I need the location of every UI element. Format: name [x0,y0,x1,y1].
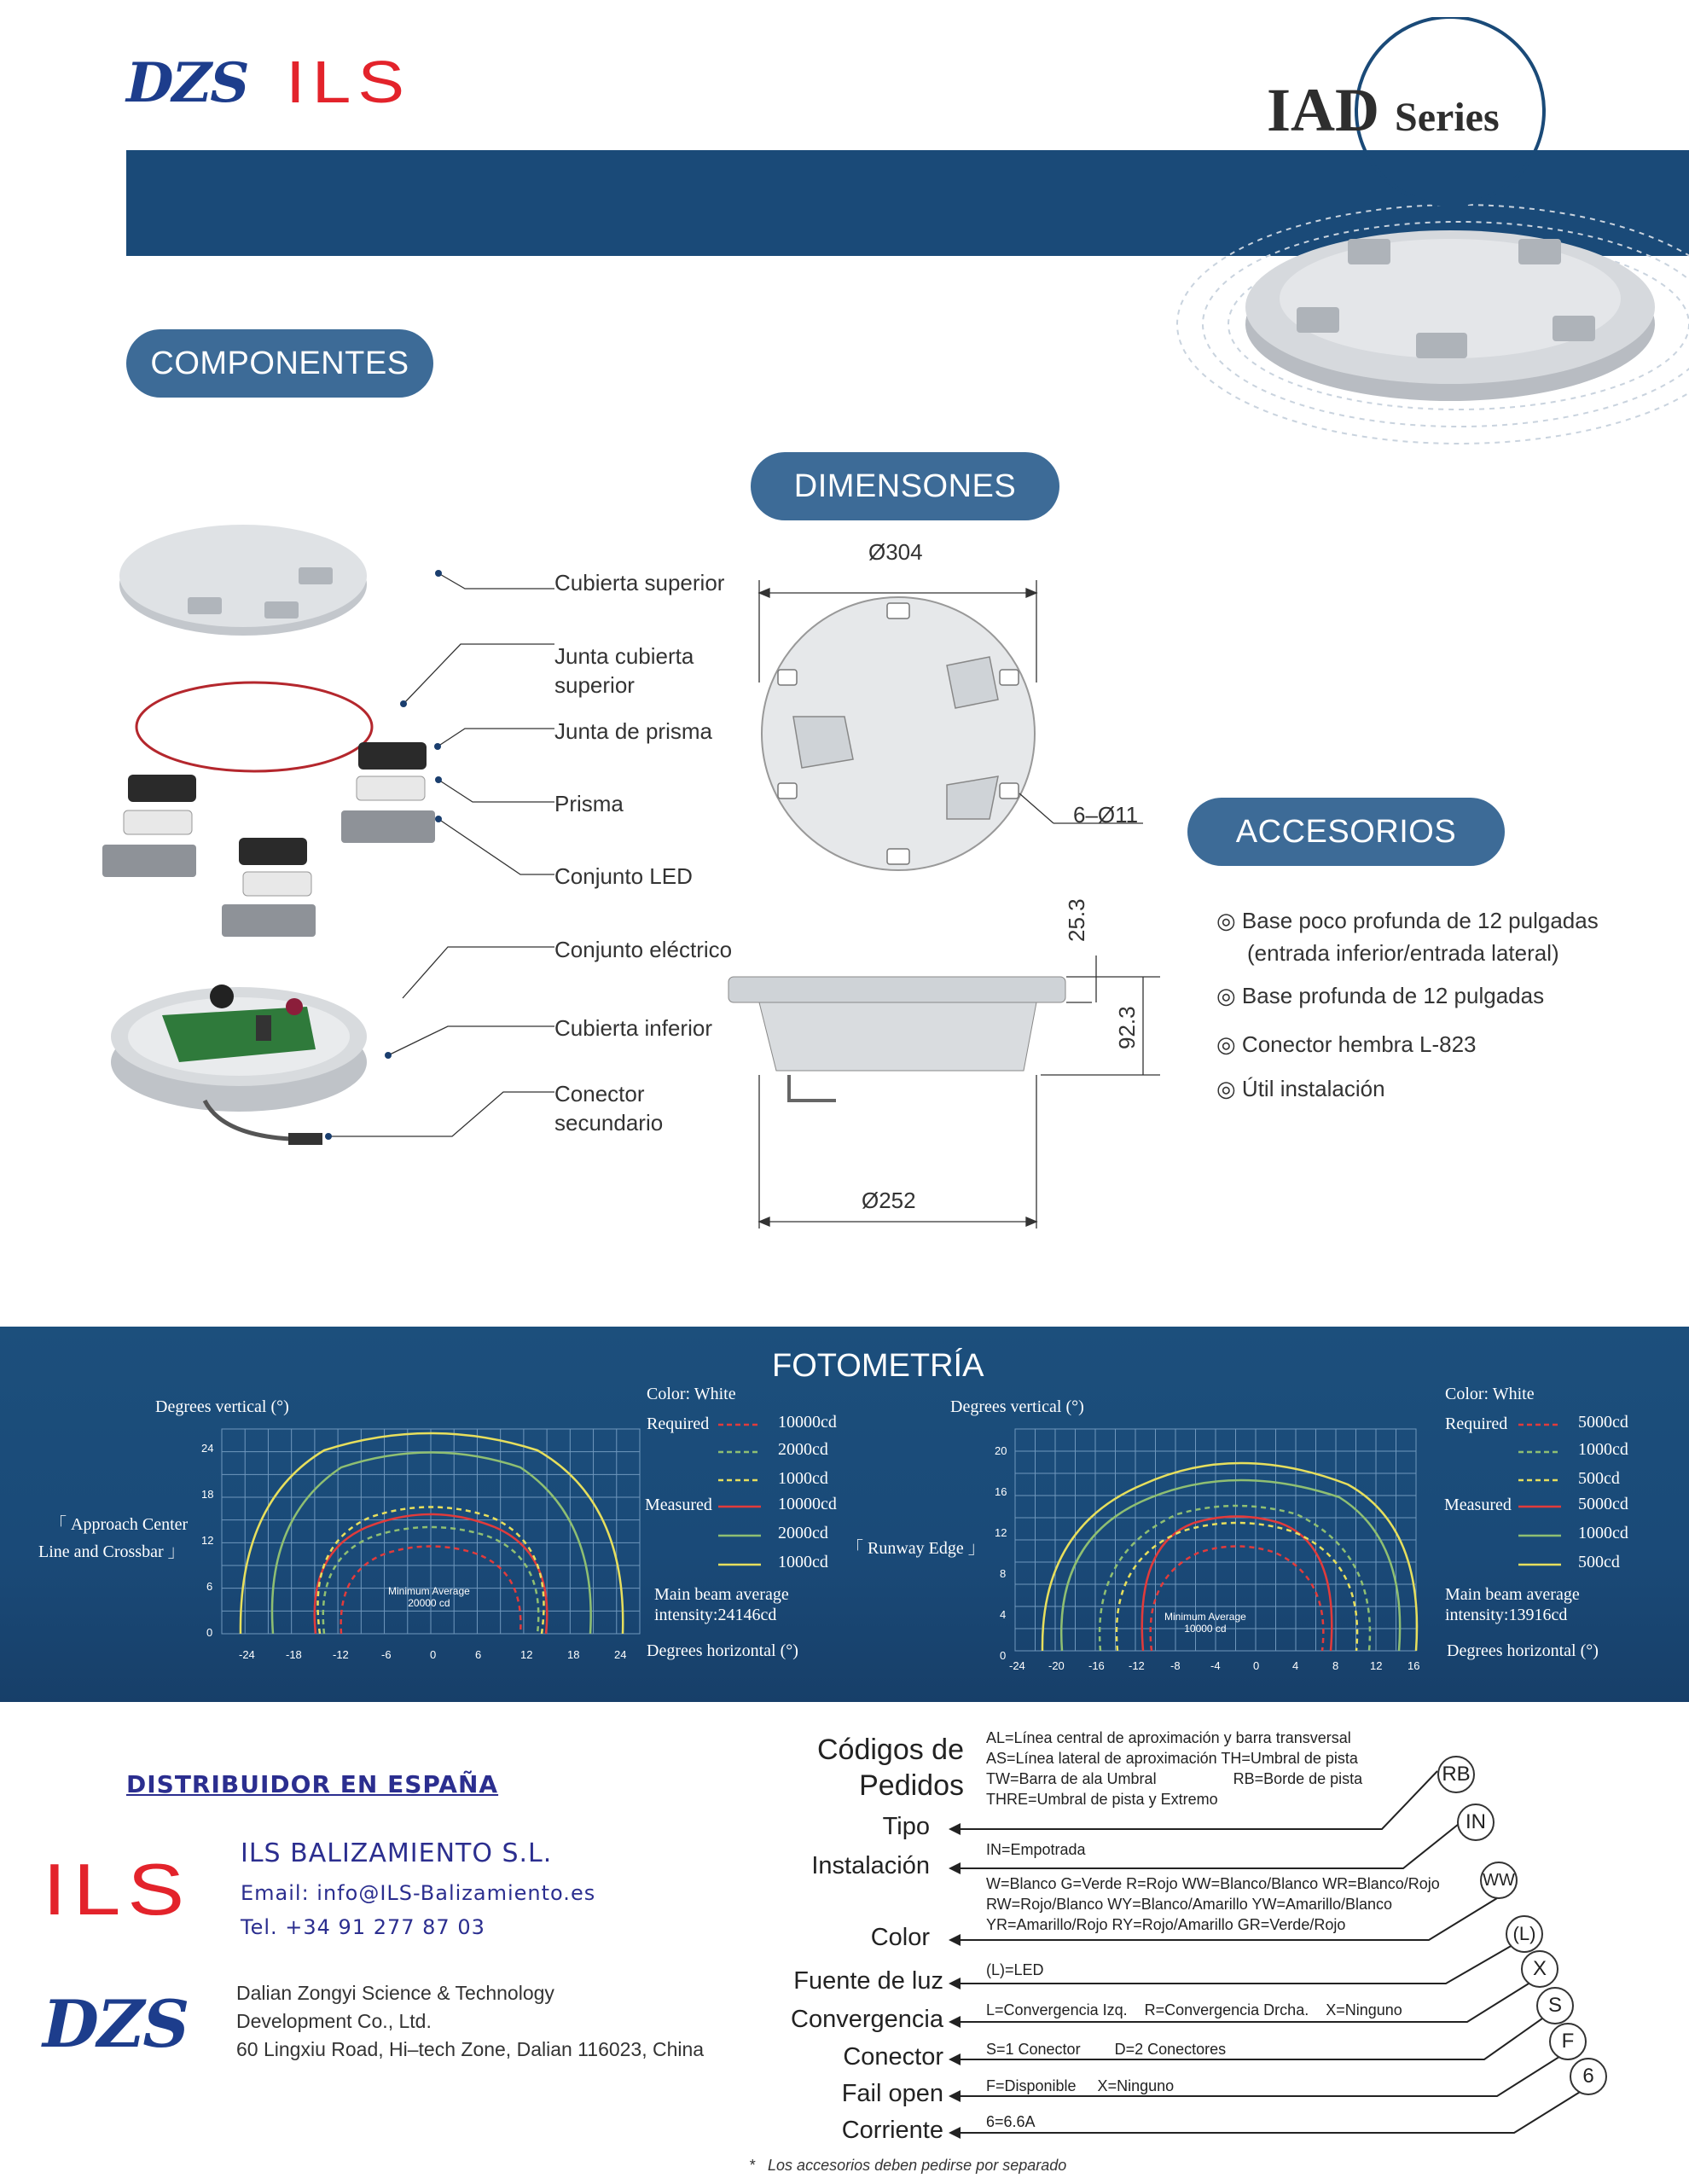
accessory-item [1216,979,1660,1012]
right-legend-label: 5000cd [1578,1495,1628,1513]
accessory-item [1216,1072,1660,1105]
bullet-icon: ◎ [1216,1031,1236,1057]
order-label-conector: Conector [843,2043,943,2071]
bullet-icon: ◎ [1216,908,1236,933]
right-y-ticks [995,1444,1012,1666]
code-circle-f: F [1549,2023,1587,2060]
x-tick: -4 [1210,1659,1221,1672]
desc-line: THRE=Umbral de pista y Extremo [986,1791,1218,1808]
right-color: Color: White [1445,1385,1535,1403]
ordering-leader-lines [930,1757,1621,2158]
conector-description: S=1 Conector D=2 Conectores [986,2041,1227,2058]
dim-top-diameter: Ø304 [868,539,923,565]
accessory-text-line2: (entrada inferior/entrada lateral) [1247,940,1559,966]
right-legend-label: 1000cd [1578,1440,1628,1459]
y-tick: 0 [206,1626,213,1639]
min-avg-value: 20000 cd [408,1597,450,1609]
fuente-description: (L)=LED [986,1961,1044,1978]
x-tick: -20 [1048,1659,1065,1672]
y-tick: 8 [1000,1567,1007,1580]
code-circle-ww: WW [1480,1862,1518,1899]
left-required: Required [647,1414,710,1433]
accessory-text: Útil instalación [1241,1076,1385,1101]
right-measured: Measured [1444,1496,1512,1514]
desc-line: TW=Barra de ala Umbral RB=Borde de pista [986,1770,1363,1787]
distributor-title: DISTRIBUIDOR EN ESPAÑA [126,1770,499,1798]
right-legend-swatches [1518,1416,1570,1570]
left-y-title: Degrees vertical (°) [155,1397,289,1416]
code-circle-in: IN [1457,1804,1495,1841]
right-main-beam-2: intensity:13916cd [1445,1606,1568,1624]
failopen-description: F=Disponible X=Ninguno [986,2077,1175,2094]
color-description [986,1873,1440,1935]
right-x-ticks [1009,1659,1419,1676]
x-tick: 4 [1292,1659,1299,1672]
note-star: * [749,2157,756,2174]
order-label-color: Color [870,1924,930,1951]
right-x-title: Degrees horizontal (°) [1447,1641,1599,1660]
series-big: IAD [1267,76,1380,144]
code-circle-s: S [1536,1987,1574,2024]
x-tick: -12 [333,1648,349,1661]
accessory-item [1216,1028,1660,1060]
right-legend-label: 500cd [1578,1469,1620,1488]
x-tick: 16 [1408,1659,1420,1672]
left-x-title: Degrees horizontal (°) [647,1641,798,1660]
min-avg-label: Minimum Average [1164,1611,1246,1623]
order-label-fuente: Fuente de luz [793,1967,943,1995]
x-tick: -16 [1088,1659,1105,1672]
component-label-4: Prisma [554,791,624,816]
x-tick: 6 [475,1648,482,1661]
left-measured: Measured [645,1496,712,1514]
dim-height-top: 25.3 [1064,898,1089,942]
left-y-ticks [201,1442,218,1655]
x-tick: 0 [1253,1659,1260,1672]
left-side-label-1: 「 Approach Center [49,1515,189,1534]
accessory-text: Conector hembra L-823 [1241,1031,1477,1057]
dzs-address [236,1979,704,2064]
component-label-5: Conjunto LED [554,863,693,889]
series-title [1267,75,1500,146]
x-tick: -18 [286,1648,302,1661]
component-leader-lines [316,546,563,1143]
dzs-logo: DZS [126,51,248,115]
desc-line: AL=Línea central de aproximación y barra transversal [986,1729,1351,1746]
x-tick: 24 [614,1648,627,1661]
left-legend-label: 1000cd [778,1553,828,1571]
x-tick: 0 [430,1648,437,1661]
convergencia-description: L=Convergencia Izq. R=Convergencia Drcha. X=Ninguno [986,2001,1402,2018]
x-tick: 8 [1332,1659,1339,1672]
right-side-label: 「 Runway Edge 」 [846,1539,985,1558]
left-main-beam-2: intensity:24146cd [654,1606,777,1624]
right-legend-label: 5000cd [1578,1413,1628,1432]
code-circle-6: 6 [1570,2058,1607,2095]
min-avg-value: 10000 cd [1184,1623,1227,1635]
distributor-company: ILS BALIZAMIENTO S.L. [241,1838,553,1868]
accessory-item [1216,904,1660,969]
series-small: Series [1395,95,1500,140]
x-tick: -24 [239,1648,255,1661]
left-photometry-chart [196,1425,657,1672]
dimension-drawing [717,563,1160,1237]
desc-line: W=Blanco G=Verde R=Rojo WW=Blanco/Blanco WR=Blanco/Rojo [986,1875,1440,1892]
y-tick: 18 [201,1488,214,1501]
x-tick: -6 [381,1648,392,1661]
accesorios-heading: ACCESORIOS [1187,798,1505,866]
x-tick: 12 [1370,1659,1383,1672]
right-legend-label: 500cd [1578,1553,1620,1571]
instalacion-description: IN=Empotrada [986,1841,1086,1858]
component-label-1: Cubierta superior [554,570,725,595]
min-avg-label: Minimum Average [388,1585,470,1597]
y-tick: 12 [995,1526,1007,1539]
accessory-text: Base poco profunda de 12 pulgadas [1241,908,1599,933]
x-tick: -12 [1129,1659,1145,1672]
left-legend-swatches [718,1416,769,1570]
left-side-label-2: Line and Crossbar 」 [38,1542,185,1561]
left-legend-label: 1000cd [778,1469,828,1488]
left-main-beam-1: Main beam average [654,1585,789,1604]
accessory-text: Base profunda de 12 pulgadas [1241,983,1545,1008]
dzs-logo-bottom: DZS [43,1986,189,2062]
y-tick: 6 [206,1580,213,1593]
desc-line: RW=Rojo/Blanco WY=Blanco/Amarillo YW=Amarillo/Blanco [986,1896,1393,1913]
photometry-title: FOTOMETRÍA [772,1348,984,1384]
code-circle-rb: RB [1437,1756,1475,1793]
x-tick: -24 [1009,1659,1025,1672]
bullet-icon: ◎ [1216,1076,1236,1101]
x-tick: 18 [567,1648,580,1661]
right-main-beam-1: Main beam average [1445,1585,1580,1604]
left-x-ticks [239,1648,640,1665]
desc-line: AS=Línea lateral de aproximación TH=Umbral de pista [986,1750,1358,1767]
note-text: Los accesorios deben pedirse por separado [768,2157,1067,2174]
code-circle-x: X [1521,1950,1558,1988]
left-legend-label: 2000cd [778,1440,828,1459]
ils-logo: ILS [286,49,412,116]
right-photometry-chart [990,1425,1433,1672]
order-label-failopen: Fail open [841,2080,943,2107]
dimensiones-heading: DIMENSONES [751,452,1059,520]
ils-logo-bottom: ILS [43,1849,192,1931]
y-tick: 24 [201,1442,214,1455]
order-label-convergencia: Convergencia [791,2006,943,2033]
dzs-name-line-1: Dalian Zongyi Science & Technology [236,1982,554,2004]
order-label-tipo: Tipo [882,1813,930,1840]
component-label-6: Conjunto eléctrico [554,937,733,962]
dzs-address-line: 60 Lingxiu Road, Hi–tech Zone, Dalian 116023, China [236,2038,705,2060]
component-label-2: Junta cubierta superior [554,643,694,698]
right-legend-label: 1000cd [1578,1524,1628,1542]
order-label-corriente: Corriente [841,2117,943,2144]
x-tick: 12 [520,1648,533,1661]
corriente-description: 6=6.6A [986,2113,1036,2130]
left-color: Color: White [647,1385,736,1403]
dim-holes: 6–Ø11 [1073,802,1139,828]
ordering-title-line-2: Pedidos [859,1769,964,1802]
ordering-title-line-1: Códigos de [816,1734,964,1766]
y-tick: 20 [995,1444,1007,1457]
y-tick: 12 [201,1534,214,1547]
left-legend-label: 10000cd [778,1413,837,1432]
componentes-heading: COMPONENTES [126,329,433,398]
left-min-avg [388,1585,470,1609]
x-tick: -8 [1170,1659,1181,1672]
order-label-instalacion: Instalación [811,1852,930,1879]
component-label-8: Conector secundario [554,1081,664,1136]
right-required: Required [1445,1414,1508,1433]
desc-line: YR=Amarillo/Rojo RY=Rojo/Amarillo GR=Verde/Rojo [986,1916,1346,1933]
component-label-3: Junta de prisma [554,718,712,744]
component-label-7: Cubierta inferior [554,1015,712,1041]
y-tick: 16 [995,1485,1007,1498]
right-y-title: Degrees vertical (°) [950,1397,1084,1416]
left-legend-label: 10000cd [778,1495,837,1513]
dim-height-total: 92.3 [1114,1006,1140,1049]
dzs-name-line-2: Development Co., Ltd. [236,2010,432,2032]
dim-bottom-diameter: Ø252 [862,1188,916,1213]
left-legend-label: 2000cd [778,1524,828,1542]
distributor-email[interactable]: Email: info@ILS-Balizamiento.es [241,1881,596,1905]
accessories-note [749,2157,1066,2175]
code-circle-l: (L) [1506,1915,1543,1953]
distributor-tel[interactable]: Tel. +34 91 277 87 03 [241,1915,485,1939]
y-tick: 0 [1000,1649,1007,1662]
y-tick: 4 [1000,1608,1007,1621]
right-min-avg [1164,1611,1246,1635]
bullet-icon: ◎ [1216,983,1236,1008]
